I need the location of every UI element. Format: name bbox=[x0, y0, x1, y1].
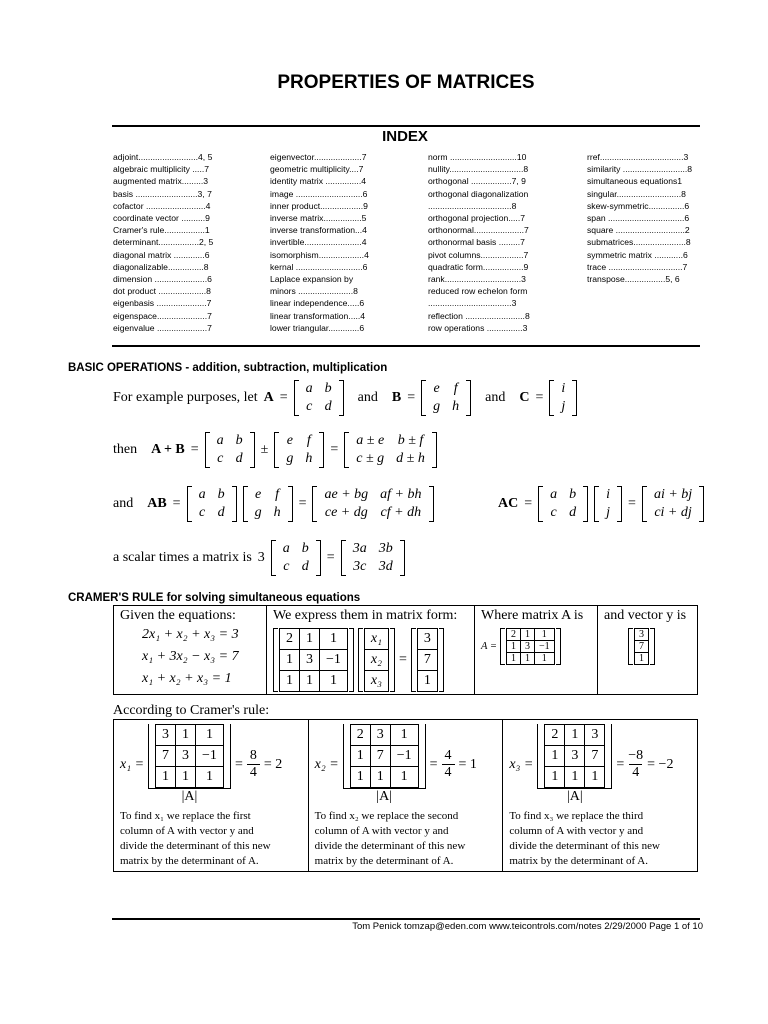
index-entry: ...................................8 bbox=[428, 200, 517, 211]
matrix-cell: b bbox=[324, 381, 332, 396]
matrix-cell: 3 bbox=[565, 746, 585, 767]
matrix-cell: ce + dg bbox=[324, 505, 368, 520]
solution-variable: x₃ = bbox=[509, 756, 534, 772]
matrix-cell: e bbox=[254, 487, 262, 502]
index-entry: minors .......................8 bbox=[270, 286, 358, 297]
matrix-cell: ai + bj bbox=[653, 487, 693, 502]
matrix-cell: a bbox=[550, 487, 558, 502]
equation: x₁ + x₂ + x₃ = 1 bbox=[142, 671, 232, 686]
sum-matrix-b bbox=[274, 432, 324, 468]
matrix-a-label: A bbox=[263, 390, 274, 405]
matrix-cell: 3d bbox=[378, 559, 393, 574]
index-entry: coordinate vector ..........9 bbox=[113, 213, 210, 224]
index-entry: similarity ...........................8 bbox=[587, 164, 693, 175]
matrix-cell: f bbox=[453, 381, 458, 396]
matrix-c bbox=[549, 380, 577, 416]
matrix-cell: cf + dh bbox=[380, 505, 422, 520]
matrix-cell: f bbox=[306, 433, 311, 448]
caption-line: matrix by the determinant of A. bbox=[314, 855, 454, 867]
footer-text: Tom Penick tomzap@eden.com www.teicontrols.com/notes 2/29/2000 Page 1 of 10 bbox=[352, 921, 703, 932]
matrix-cell: g bbox=[433, 399, 441, 414]
and-text-2: and bbox=[485, 390, 506, 405]
given-text: Given the equations: bbox=[120, 608, 236, 623]
determinant-a: |A| bbox=[148, 788, 231, 805]
index-entry: linear transformation.....4 bbox=[270, 310, 366, 321]
index-entry: Laplace expansion by bbox=[270, 274, 354, 285]
determinant-a: |A| bbox=[343, 788, 426, 805]
matrix-cell: 1 bbox=[320, 629, 348, 650]
a-equals: A = bbox=[481, 641, 497, 652]
matrix-cell: 1 bbox=[545, 746, 565, 767]
fraction-denominator: 4 bbox=[247, 764, 260, 781]
express-text: We express them in matrix form: bbox=[273, 608, 458, 623]
matrix-cell: h bbox=[273, 505, 281, 520]
matrix-cell: b ± f bbox=[397, 433, 424, 448]
equation: 2x₁ + x₂ + x₃ = 3 bbox=[142, 627, 239, 642]
index-entry: singular...........................8 bbox=[587, 188, 686, 199]
index-entry: augmented matrix.........3 bbox=[113, 176, 209, 187]
matrix-a bbox=[294, 380, 344, 416]
matrix-cell: j bbox=[606, 505, 611, 520]
matrix-cell: 1 bbox=[520, 629, 534, 641]
matrix-b bbox=[421, 380, 471, 416]
matrix-cell: 3 bbox=[176, 746, 196, 767]
index-entry: span ................................6 bbox=[587, 213, 690, 224]
caption-line: To find x₂ we replace the second bbox=[314, 810, 459, 822]
matrix-cell: a ± e bbox=[356, 433, 385, 448]
index-entry: ...................................3 bbox=[428, 298, 517, 309]
solution-cell: x₃ = 2 1 3 1 3 7 1 1 1 |A| = $\frac{-8}{4}$ = −2 To find x₃ we replace the third column of A with vector y and divide the determinant of this new matrix by the determinant of A. bbox=[503, 720, 698, 872]
matrix-cell: b bbox=[569, 487, 577, 502]
matrix-cell: a bbox=[305, 381, 313, 396]
matrix-cell: g bbox=[286, 451, 294, 466]
footer-rule bbox=[112, 918, 700, 920]
caption-line: To find x₃ we replace the third bbox=[509, 810, 644, 822]
x-vector bbox=[358, 628, 395, 692]
matrix-cell: ci + dj bbox=[654, 505, 692, 520]
solution-determinant bbox=[537, 724, 612, 788]
matrix-cell: d bbox=[324, 399, 332, 414]
matrix-cell: d bbox=[217, 505, 225, 520]
matrix-cell: c bbox=[550, 505, 557, 520]
solution-cell: x₁ = 3 1 1 7 3 −1 1 1 1 |A| = $\frac{8}{4}$ = 2 To find x₁ we replace the first column of A with vector y and divide the determinant of this new matrix by the determinant of A. bbox=[114, 720, 309, 872]
index-entry: quadratic form.................9 bbox=[428, 261, 529, 272]
index-entry: orthogonal diagonalization bbox=[428, 188, 529, 199]
matrix-c-label: C bbox=[519, 390, 530, 405]
index-column-2 bbox=[270, 151, 369, 334]
index-entry: eigenspace.....................7 bbox=[113, 310, 212, 321]
matrix-cell: 1 bbox=[350, 767, 370, 788]
matrix-cell: 3c bbox=[353, 559, 367, 574]
index-entry: skew-symmetric...............6 bbox=[587, 200, 690, 211]
scalar-result bbox=[341, 540, 405, 576]
scalar-matrix-a bbox=[271, 540, 321, 576]
caption-line: divide the determinant of this new bbox=[509, 840, 660, 852]
index-entry: dot product ....................8 bbox=[113, 286, 211, 297]
matrix-cell: 1 bbox=[280, 650, 300, 671]
index-column-1 bbox=[113, 151, 213, 334]
matrix-cell: b bbox=[217, 487, 225, 502]
fraction-denominator: 4 bbox=[442, 764, 455, 781]
solution-result: = −2 bbox=[647, 756, 674, 772]
matrix-cell: 1 bbox=[506, 653, 520, 665]
index-entry: row operations ...............3 bbox=[428, 322, 528, 333]
matrix-cell: i bbox=[561, 381, 566, 396]
index-entry: rref...................................3 bbox=[587, 152, 689, 162]
index-bottom-rule bbox=[112, 345, 700, 347]
caption-line: To find x₁ we replace the first bbox=[120, 810, 251, 822]
index-entry: pivot columns..................7 bbox=[428, 249, 529, 260]
matrix-b-label: B bbox=[391, 390, 402, 405]
fraction-numerator: −8 bbox=[628, 748, 644, 763]
given-cell bbox=[114, 606, 267, 695]
product-matrix-b bbox=[243, 486, 293, 522]
solution-determinant bbox=[148, 724, 231, 788]
index-entry: simultaneous equations1 bbox=[587, 176, 683, 187]
matrix-cell: 1 bbox=[390, 725, 418, 746]
index-entry: kernal ............................6 bbox=[270, 261, 368, 272]
matrix-cell: 3a bbox=[352, 541, 367, 556]
matrix-cell: 1 bbox=[196, 725, 224, 746]
fraction-numerator: 4 bbox=[444, 748, 452, 763]
coefficient-matrix bbox=[273, 628, 354, 692]
caption-line: column of A with vector y and bbox=[314, 825, 449, 837]
matrix-cell: 1 bbox=[545, 767, 565, 788]
sum-matrix-a bbox=[205, 432, 255, 468]
matrix-cell: −1 bbox=[196, 746, 224, 767]
matrix-cell: 1 bbox=[196, 767, 224, 788]
matrix-cell: 1 bbox=[635, 653, 649, 665]
matrix-cell: x₁ bbox=[364, 629, 388, 650]
matrix-cell: 1 bbox=[350, 746, 370, 767]
determinant-a: |A| bbox=[537, 788, 612, 805]
matrix-cell: b bbox=[235, 433, 243, 448]
scalar-value: 3 bbox=[257, 550, 265, 565]
index-entry: geometric multiplicity....7 bbox=[270, 164, 364, 175]
and-text: and bbox=[357, 390, 378, 405]
where-cell bbox=[475, 606, 598, 695]
index-entry: norm ............................10 bbox=[428, 152, 527, 162]
matrix-cell: 3 bbox=[370, 725, 390, 746]
equation: x₁ + 3x₂ − x₃ = 7 bbox=[142, 649, 239, 664]
matrix-cell: c bbox=[198, 505, 206, 520]
matrix-cell: e bbox=[286, 433, 293, 448]
index-entry: symmetric matrix ............6 bbox=[587, 249, 688, 260]
matrix-cell: 2 bbox=[506, 629, 520, 641]
index-entry: inverse transformation...4 bbox=[270, 225, 367, 236]
solution-determinant bbox=[343, 724, 426, 788]
index-entry: lower triangular.............6 bbox=[270, 322, 365, 333]
matrix-cell: i bbox=[606, 487, 611, 502]
index-entry: orthonormal basis .........7 bbox=[428, 237, 525, 248]
matrix-cell: 1 bbox=[585, 767, 605, 788]
product-ab-expression: and AB = a b c d e f g h = ae + bg af + bh ce + dg cf + dh bbox=[113, 486, 434, 522]
matrix-cell: 1 bbox=[176, 767, 196, 788]
index-entry: basis ..........................3, 7 bbox=[113, 188, 212, 199]
solution-variable: x₂ = bbox=[314, 756, 339, 772]
matrix-cell: f bbox=[275, 487, 280, 502]
index-entry: eigenvalue .....................7 bbox=[113, 322, 212, 333]
matrix-cell: 2 bbox=[545, 725, 565, 746]
matrix-cell: g bbox=[254, 505, 262, 520]
index-entry: trace ...............................7 bbox=[587, 261, 688, 272]
small-vector-y bbox=[628, 628, 655, 665]
matrix-cell: 1 bbox=[390, 767, 418, 788]
matrix-cell: 1 bbox=[534, 653, 554, 665]
matrix-cell: 7 bbox=[585, 746, 605, 767]
express-cell: We express them in matrix form: 2 1 1 1 3 −1 1 1 1 x₁ x₂ x₃ = 3 7 1 bbox=[267, 606, 475, 695]
index-column-3 bbox=[428, 151, 530, 334]
index-entry: eigenbasis .....................7 bbox=[113, 298, 212, 309]
matrix-cell: h bbox=[305, 451, 313, 466]
matrix-cell: c bbox=[306, 399, 313, 414]
solution-caption bbox=[509, 809, 691, 869]
index-heading: INDEX bbox=[382, 128, 428, 145]
cramer-solutions-table bbox=[113, 719, 698, 872]
matrix-cell: c bbox=[283, 559, 290, 574]
solution-variable: x₁ = bbox=[120, 756, 145, 772]
index-entry: transpose.................5, 6 bbox=[587, 274, 680, 285]
basic-operations-heading: BASIC OPERATIONS - addition, subtraction, multiplication bbox=[68, 362, 388, 374]
index-entry: isomorphism...................4 bbox=[270, 249, 369, 260]
matrix-cell: 2 bbox=[350, 725, 370, 746]
matrix-cell: 1 bbox=[565, 725, 585, 746]
matrix-cell: j bbox=[561, 399, 566, 414]
y-vector bbox=[411, 628, 444, 692]
matrix-cell: d bbox=[235, 451, 243, 466]
matrix-cell: 7 bbox=[370, 746, 390, 767]
matrix-cell: 7 bbox=[417, 650, 437, 671]
matrix-cell: af + bh bbox=[380, 487, 422, 502]
and-text-3: and bbox=[113, 496, 134, 511]
product-ac-matrix-a bbox=[538, 486, 588, 522]
matrix-cell: x₃ bbox=[364, 671, 388, 692]
small-matrix-a bbox=[500, 628, 561, 665]
caption-line: matrix by the determinant of A. bbox=[509, 855, 648, 867]
matrix-cell: d bbox=[301, 559, 309, 574]
cramer-heading: CRAMER'S RULE for solving simultaneous equations bbox=[68, 592, 361, 604]
matrix-cell: 3 bbox=[520, 641, 534, 653]
then-text: then bbox=[113, 442, 138, 457]
matrix-cell: 7 bbox=[635, 641, 649, 653]
matrix-cell: −1 bbox=[390, 746, 418, 767]
product-ac-matrix-c bbox=[594, 486, 622, 522]
fraction-numerator: 8 bbox=[249, 748, 257, 763]
matrix-cell: 2 bbox=[280, 629, 300, 650]
page-title: PROPERTIES OF MATRICES bbox=[277, 72, 535, 93]
matrix-cell: 1 bbox=[520, 653, 534, 665]
index-entry: determinant.................2, 5 bbox=[113, 237, 214, 248]
solution-result: = 1 bbox=[458, 756, 477, 772]
matrix-cell: 3 bbox=[585, 725, 605, 746]
cramer-setup-table bbox=[113, 605, 698, 695]
matrix-cell: 7 bbox=[156, 746, 176, 767]
index-entry: image ............................6 bbox=[270, 188, 368, 199]
product-ac-result bbox=[642, 486, 704, 522]
caption-line: divide the determinant of this new bbox=[120, 840, 271, 852]
matrix-cell: a bbox=[216, 433, 224, 448]
matrix-cell: 1 bbox=[320, 671, 348, 692]
according-text: According to Cramer's rule: bbox=[113, 703, 270, 718]
solution-caption bbox=[315, 809, 497, 869]
example-definitions: For example purposes, let A = a b c d and B = e f g h and C = i j bbox=[113, 380, 577, 416]
matrix-cell: ae + bg bbox=[324, 487, 369, 502]
solution-cell: x₂ = 2 3 1 1 7 −1 1 1 1 |A| = $\frac{4}{4}$ = 1 To find x₂ we replace the second column of A with vector y and divide the determinant of this new matrix by the determinant of A. bbox=[308, 720, 503, 872]
matrix-cell: 1 bbox=[280, 671, 300, 692]
index-entry: dimension ......................6 bbox=[113, 274, 212, 285]
matrix-cell: d ± h bbox=[396, 451, 425, 466]
product-matrix-a bbox=[187, 486, 237, 522]
index-entry: inner product..................9 bbox=[270, 200, 368, 211]
matrix-cell: 1 bbox=[565, 767, 585, 788]
matrix-cell: 3 bbox=[156, 725, 176, 746]
matrix-cell: 1 bbox=[417, 671, 437, 692]
scalar-text: a scalar times a matrix is bbox=[113, 550, 252, 565]
index-entry: square .............................2 bbox=[587, 225, 690, 236]
index-entry: reflection .........................8 bbox=[428, 310, 530, 321]
matrix-cell: 1 bbox=[370, 767, 390, 788]
matrix-cell: a bbox=[198, 487, 206, 502]
matrix-cell: x₂ bbox=[364, 650, 388, 671]
caption-line: column of A with vector y and bbox=[509, 825, 644, 837]
matrix-cell: e bbox=[433, 381, 440, 396]
caption-line: column of A with vector y and bbox=[120, 825, 254, 837]
index-entry: inverse matrix................5 bbox=[270, 213, 367, 224]
index-entry: orthogonal .................7, 9 bbox=[428, 176, 526, 187]
matrix-cell: −1 bbox=[534, 641, 554, 653]
matrix-cell: c ± g bbox=[356, 451, 385, 466]
index-entry: invertible........................4 bbox=[270, 237, 367, 248]
sum-expression: then A + B = a b c d ± e f g h = a ± e b ± f c ± g d ± h bbox=[113, 432, 437, 468]
equations bbox=[120, 624, 260, 690]
index-entry: identity matrix ...............4 bbox=[270, 176, 366, 187]
matrix-cell: d bbox=[569, 505, 577, 520]
fraction-denominator: 4 bbox=[629, 764, 642, 781]
product-ab-result bbox=[312, 486, 433, 522]
matrix-cell: 3 bbox=[417, 629, 437, 650]
index-entry: orthogonal projection.....7 bbox=[428, 213, 525, 224]
solution-result: = 2 bbox=[263, 756, 283, 772]
index-entry: eigenvector....................7 bbox=[270, 152, 367, 162]
index-entry: Cramer's rule.................1 bbox=[113, 225, 210, 236]
matrix-cell: 1 bbox=[300, 671, 320, 692]
index-top-rule bbox=[112, 125, 700, 127]
index-entry: diagonalizable...............8 bbox=[113, 261, 209, 272]
caption-line: matrix by the determinant of A. bbox=[120, 855, 259, 867]
index-entry: reduced row echelon form bbox=[428, 286, 528, 297]
index-column-4 bbox=[587, 151, 692, 285]
index-entry: cofactor .........................4 bbox=[113, 200, 211, 211]
index-entry: rank................................3 bbox=[428, 274, 526, 285]
index-entry: submatrices......................8 bbox=[587, 237, 691, 248]
matrix-cell: a bbox=[282, 541, 290, 556]
matrix-cell: 3b bbox=[378, 541, 393, 556]
intro-text: For example purposes, let bbox=[113, 390, 258, 405]
index-entry: linear independence.....6 bbox=[270, 298, 365, 309]
and-vector-text: and vector y is bbox=[604, 608, 687, 623]
matrix-cell: c bbox=[217, 451, 224, 466]
index-entry: algebraic multiplicity .....7 bbox=[113, 164, 209, 175]
vector-cell bbox=[598, 606, 698, 695]
matrix-cell: 1 bbox=[176, 725, 196, 746]
scalar-expression: a scalar times a matrix is 3 a b c d = 3a 3b 3c 3d bbox=[113, 540, 405, 576]
matrix-cell: 1 bbox=[534, 629, 554, 641]
index-entry: adjoint.........................4, 5 bbox=[113, 152, 213, 162]
where-text: Where matrix A is bbox=[481, 608, 584, 623]
matrix-cell: 3 bbox=[635, 629, 649, 641]
solution-caption bbox=[120, 809, 302, 869]
matrix-cell: −1 bbox=[320, 650, 348, 671]
caption-line: divide the determinant of this new bbox=[314, 840, 466, 852]
matrix-cell: 1 bbox=[506, 641, 520, 653]
index-entry: orthonormal.....................7 bbox=[428, 225, 529, 236]
matrix-cell: 3 bbox=[300, 650, 320, 671]
matrix-cell: 1 bbox=[300, 629, 320, 650]
product-ac-expression: AC = a b c d i j = ai + bj ci + dj bbox=[498, 486, 704, 522]
sum-result bbox=[344, 432, 437, 468]
matrix-cell: 1 bbox=[156, 767, 176, 788]
matrix-cell: h bbox=[452, 399, 460, 414]
index-entry: diagonal matrix .............6 bbox=[113, 249, 210, 260]
matrix-cell: b bbox=[301, 541, 309, 556]
index-entry: nullity...............................8 bbox=[428, 164, 529, 175]
